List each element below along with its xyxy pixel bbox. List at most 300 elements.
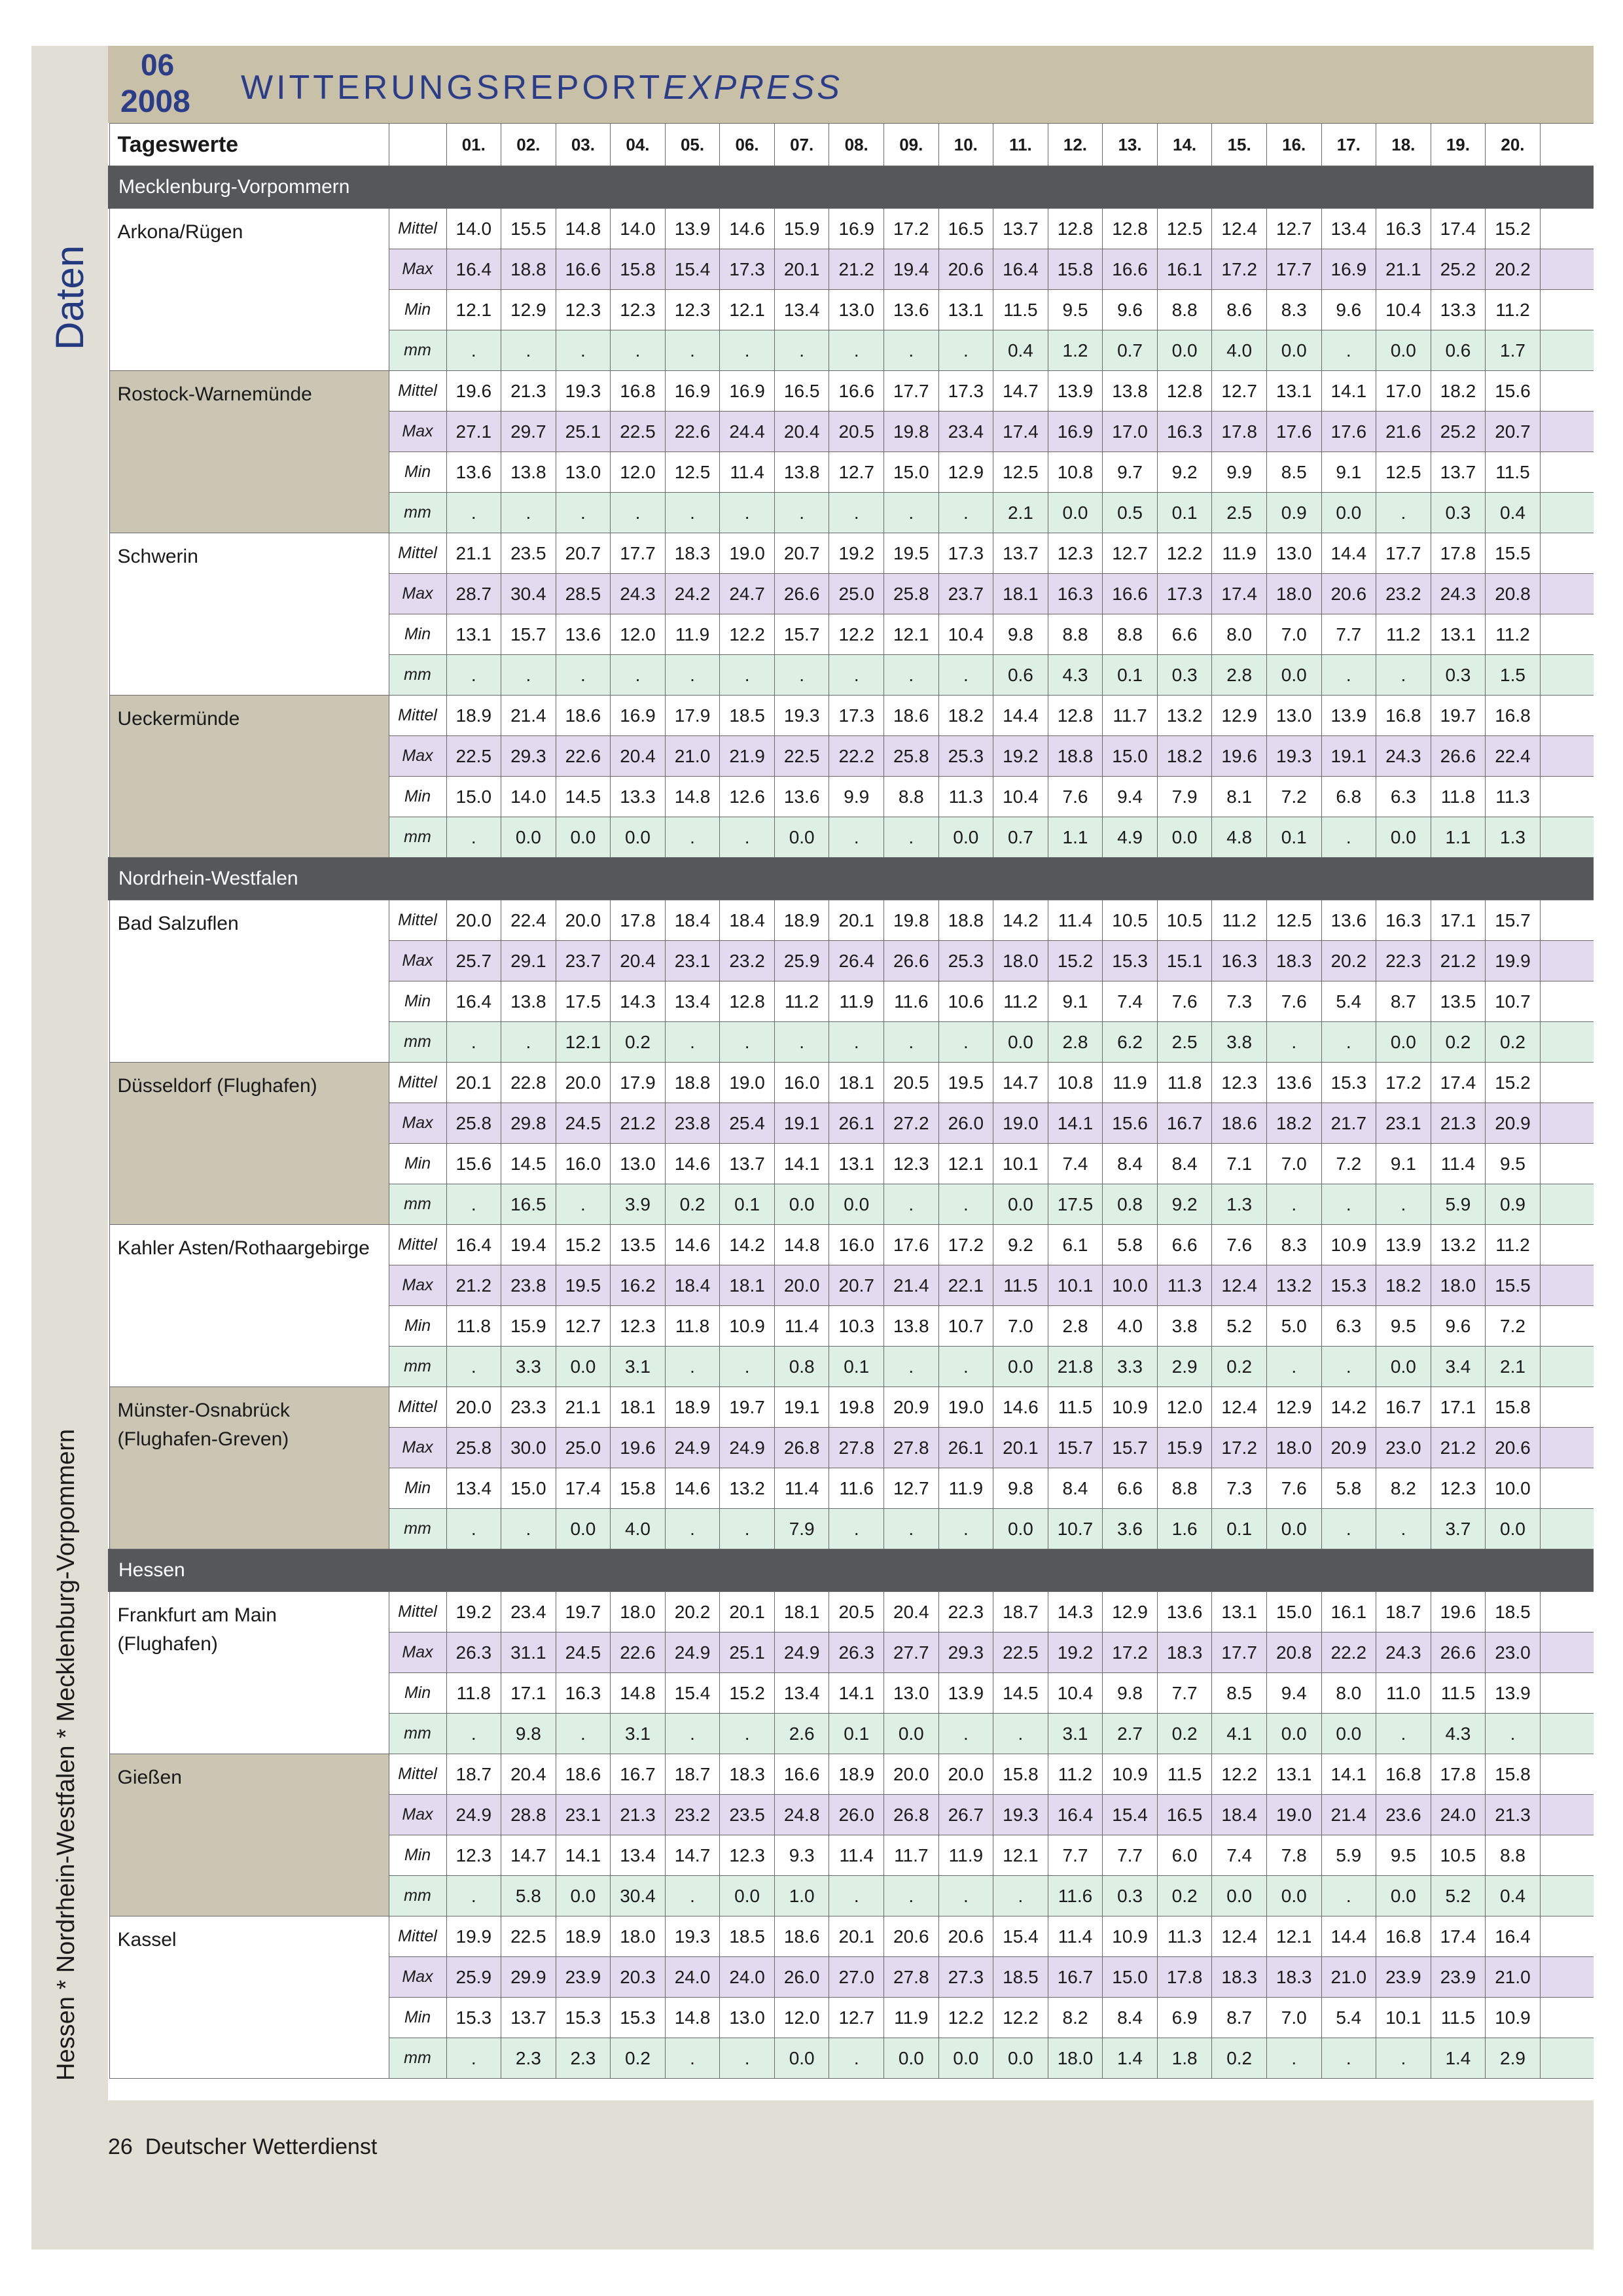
value-cell: 16.8 <box>1376 1916 1431 1957</box>
value-cell: . <box>1321 1184 1376 1225</box>
value-cell: 13.6 <box>556 614 611 655</box>
value-cell: 0.0 <box>1266 1714 1321 1754</box>
empty-cell <box>1540 696 1594 736</box>
value-cell: 0.0 <box>1376 1876 1431 1916</box>
value-cell: 14.1 <box>774 1144 829 1184</box>
value-cell: 17.3 <box>1157 574 1212 614</box>
day-header: 02. <box>501 124 556 166</box>
value-cell: . <box>611 655 666 696</box>
empty-cell <box>1540 614 1594 655</box>
value-cell: . <box>665 1876 720 1916</box>
value-cell: . <box>446 2038 501 2079</box>
value-cell: 12.3 <box>611 1306 666 1347</box>
value-cell: 27.8 <box>829 1428 884 1468</box>
value-cell: 7.4 <box>1103 981 1158 1022</box>
value-cell: 18.4 <box>1212 1795 1267 1835</box>
value-cell: 22.6 <box>556 736 611 777</box>
measure-label: Min <box>389 1306 446 1347</box>
region-header-row <box>109 1549 1594 1592</box>
value-cell: 19.1 <box>1321 736 1376 777</box>
value-cell: 20.5 <box>884 1063 939 1103</box>
value-cell: 15.5 <box>1486 533 1541 574</box>
value-cell: 18.7 <box>665 1754 720 1795</box>
value-cell: 13.8 <box>884 1306 939 1347</box>
value-cell: 2.8 <box>1048 1022 1103 1063</box>
value-cell: 15.8 <box>1486 1754 1541 1795</box>
value-cell: 13.0 <box>611 1144 666 1184</box>
value-cell: 4.0 <box>1212 330 1267 371</box>
value-cell: 0.0 <box>1266 655 1321 696</box>
value-cell: 19.8 <box>884 900 939 941</box>
value-cell: 30.4 <box>611 1876 666 1916</box>
value-cell: 23.0 <box>1486 1633 1541 1673</box>
value-cell: 9.1 <box>1321 452 1376 493</box>
value-cell: 13.7 <box>501 1998 556 2038</box>
value-cell: 23.2 <box>720 941 775 981</box>
value-cell: 26.1 <box>938 1428 993 1468</box>
value-cell: 15.3 <box>1321 1265 1376 1306</box>
value-cell: 1.7 <box>1486 330 1541 371</box>
value-cell: 13.9 <box>1486 1673 1541 1714</box>
value-cell: 0.0 <box>1212 1876 1267 1916</box>
value-cell: 24.5 <box>556 1633 611 1673</box>
value-cell: 12.3 <box>1048 533 1103 574</box>
measure-label: Min <box>389 1998 446 2038</box>
empty-cell <box>1540 1673 1594 1714</box>
value-cell: 20.0 <box>446 1387 501 1428</box>
value-cell: 24.3 <box>1431 574 1486 614</box>
value-cell: 6.8 <box>1321 777 1376 817</box>
value-cell: 26.8 <box>884 1795 939 1835</box>
value-cell: 27.2 <box>884 1103 939 1144</box>
value-cell: 0.0 <box>556 1347 611 1387</box>
value-cell: 18.2 <box>1266 1103 1321 1144</box>
value-cell: 20.6 <box>884 1916 939 1957</box>
value-cell: . <box>1321 1509 1376 1549</box>
value-cell: 18.4 <box>665 1265 720 1306</box>
daily-values-table <box>108 123 1594 2079</box>
value-cell: 19.2 <box>446 1592 501 1633</box>
value-cell: . <box>1321 330 1376 371</box>
value-cell: 17.7 <box>1376 533 1431 574</box>
value-cell: 0.1 <box>829 1347 884 1387</box>
day-header: 20. <box>1486 124 1541 166</box>
value-cell: 10.9 <box>720 1306 775 1347</box>
value-cell: 0.6 <box>993 655 1048 696</box>
measure-label: Max <box>389 249 446 290</box>
value-cell: 23.4 <box>938 412 993 452</box>
value-cell: 19.7 <box>1431 696 1486 736</box>
station-name: Kassel <box>109 1916 389 2079</box>
value-cell: 0.4 <box>993 330 1048 371</box>
value-cell: 20.2 <box>1486 249 1541 290</box>
value-cell: 7.7 <box>1321 614 1376 655</box>
empty-cell <box>1540 1387 1594 1428</box>
value-cell: . <box>720 493 775 533</box>
value-cell: 18.1 <box>774 1592 829 1633</box>
value-cell: 10.5 <box>1431 1835 1486 1876</box>
report-title-express: EXPRESS <box>663 69 842 107</box>
value-cell: 28.7 <box>446 574 501 614</box>
value-cell: 16.6 <box>1103 249 1158 290</box>
value-cell: 0.0 <box>774 2038 829 2079</box>
value-cell: 11.7 <box>884 1835 939 1876</box>
value-cell: 29.3 <box>938 1633 993 1673</box>
value-cell: 23.9 <box>556 1957 611 1998</box>
measure-label: Mittel <box>389 1592 446 1633</box>
value-cell: 12.7 <box>1103 533 1158 574</box>
value-cell: 9.3 <box>774 1835 829 1876</box>
value-cell: . <box>665 655 720 696</box>
value-cell: 20.7 <box>829 1265 884 1306</box>
value-cell: . <box>1376 493 1431 533</box>
value-cell: 11.6 <box>884 981 939 1022</box>
measure-label: Min <box>389 290 446 330</box>
day-header: 15. <box>1212 124 1267 166</box>
value-cell: 16.4 <box>446 1225 501 1265</box>
value-cell: . <box>1321 2038 1376 2079</box>
value-cell: 26.6 <box>1431 736 1486 777</box>
empty-cell <box>1540 209 1594 249</box>
value-cell: 13.0 <box>1266 533 1321 574</box>
value-cell: . <box>446 1509 501 1549</box>
value-cell: 22.2 <box>1321 1633 1376 1673</box>
measure-label: Mittel <box>389 533 446 574</box>
value-cell: . <box>1376 1184 1431 1225</box>
value-cell: . <box>1376 655 1431 696</box>
table-header-measure <box>389 124 446 166</box>
value-cell: . <box>884 330 939 371</box>
value-cell: 10.9 <box>1103 1916 1158 1957</box>
value-cell: 0.2 <box>1212 1347 1267 1387</box>
measure-label: mm <box>389 1022 446 1063</box>
value-cell: 12.5 <box>1266 900 1321 941</box>
value-cell: 18.9 <box>665 1387 720 1428</box>
value-cell: 14.5 <box>501 1144 556 1184</box>
value-cell: 9.8 <box>501 1714 556 1754</box>
value-cell: . <box>938 1347 993 1387</box>
value-cell: 17.9 <box>665 696 720 736</box>
value-cell: 22.5 <box>501 1916 556 1957</box>
value-cell: 20.4 <box>884 1592 939 1633</box>
value-cell: 11.3 <box>938 777 993 817</box>
value-cell: 16.3 <box>1376 209 1431 249</box>
value-cell: . <box>446 330 501 371</box>
value-cell: 14.2 <box>993 900 1048 941</box>
value-cell: 7.7 <box>1048 1835 1103 1876</box>
value-cell: 15.4 <box>665 1673 720 1714</box>
empty-cell <box>1540 777 1594 817</box>
value-cell: 15.2 <box>1048 941 1103 981</box>
value-cell: 14.6 <box>993 1387 1048 1428</box>
value-cell: 15.8 <box>611 1468 666 1509</box>
value-cell: 3.3 <box>1103 1347 1158 1387</box>
day-header: 13. <box>1103 124 1158 166</box>
value-cell: 15.0 <box>1103 736 1158 777</box>
value-cell: 25.1 <box>720 1633 775 1673</box>
value-cell: 13.7 <box>1431 452 1486 493</box>
value-cell: 11.9 <box>884 1998 939 2038</box>
value-cell: 14.1 <box>1048 1103 1103 1144</box>
value-cell: 2.3 <box>501 2038 556 2079</box>
station-name: Kahler Asten/Rothaargebirge <box>109 1225 389 1387</box>
value-cell: 18.3 <box>1266 941 1321 981</box>
value-cell: . <box>1376 1714 1431 1754</box>
value-cell: . <box>665 1022 720 1063</box>
value-cell: . <box>1321 817 1376 858</box>
value-cell: 17.1 <box>501 1673 556 1714</box>
value-cell: 19.2 <box>993 736 1048 777</box>
value-cell: 18.1 <box>993 574 1048 614</box>
value-cell: 19.1 <box>774 1387 829 1428</box>
table-row <box>109 1387 1594 1428</box>
value-cell: 12.7 <box>829 1998 884 2038</box>
value-cell: 0.0 <box>938 2038 993 2079</box>
value-cell: 25.4 <box>720 1103 775 1144</box>
value-cell: 25.8 <box>446 1103 501 1144</box>
value-cell: 16.5 <box>501 1184 556 1225</box>
value-cell: 15.2 <box>720 1673 775 1714</box>
value-cell: 5.9 <box>1321 1835 1376 1876</box>
value-cell: 8.4 <box>1103 1144 1158 1184</box>
value-cell: 1.6 <box>1157 1509 1212 1549</box>
value-cell: 26.6 <box>1431 1633 1486 1673</box>
measure-label: Mittel <box>389 1225 446 1265</box>
station-name: Arkona/Rügen <box>109 209 389 371</box>
value-cell: 23.5 <box>501 533 556 574</box>
measure-label: Mittel <box>389 209 446 249</box>
value-cell: 20.9 <box>884 1387 939 1428</box>
measure-label: Mittel <box>389 371 446 412</box>
value-cell: 13.9 <box>1376 1225 1431 1265</box>
empty-cell <box>1540 493 1594 533</box>
value-cell: 0.0 <box>993 1022 1048 1063</box>
value-cell: 5.4 <box>1321 1998 1376 2038</box>
value-cell: 25.0 <box>556 1428 611 1468</box>
measure-label: Max <box>389 1795 446 1835</box>
value-cell: 18.8 <box>1048 736 1103 777</box>
value-cell: . <box>720 1714 775 1754</box>
value-cell: 29.7 <box>501 412 556 452</box>
value-cell: 15.4 <box>665 249 720 290</box>
value-cell: 18.0 <box>1431 1265 1486 1306</box>
value-cell: 3.6 <box>1103 1509 1158 1549</box>
value-cell: 31.1 <box>501 1633 556 1673</box>
value-cell: 22.3 <box>938 1592 993 1633</box>
value-cell: 20.4 <box>611 941 666 981</box>
value-cell: 12.3 <box>720 1835 775 1876</box>
value-cell: 22.8 <box>501 1063 556 1103</box>
value-cell: 8.4 <box>1048 1468 1103 1509</box>
value-cell: 18.3 <box>665 533 720 574</box>
value-cell: 16.4 <box>1048 1795 1103 1835</box>
value-cell: 0.0 <box>993 1347 1048 1387</box>
value-cell: 17.8 <box>1431 1754 1486 1795</box>
value-cell: 19.9 <box>446 1916 501 1957</box>
measure-label: mm <box>389 1714 446 1754</box>
value-cell: 3.3 <box>501 1347 556 1387</box>
value-cell: 22.1 <box>938 1265 993 1306</box>
value-cell: 23.3 <box>501 1387 556 1428</box>
value-cell: . <box>1266 1022 1321 1063</box>
value-cell: 11.4 <box>774 1306 829 1347</box>
value-cell: 1.8 <box>1157 2038 1212 2079</box>
value-cell: . <box>938 1022 993 1063</box>
value-cell: 13.9 <box>1048 371 1103 412</box>
value-cell: 7.7 <box>1157 1673 1212 1714</box>
value-cell: 16.9 <box>1321 249 1376 290</box>
value-cell: . <box>829 1876 884 1916</box>
value-cell: 11.4 <box>1431 1144 1486 1184</box>
value-cell: 15.5 <box>501 209 556 249</box>
value-cell: 12.1 <box>938 1144 993 1184</box>
value-cell: 4.3 <box>1048 655 1103 696</box>
value-cell: 12.3 <box>884 1144 939 1184</box>
value-cell: 12.9 <box>501 290 556 330</box>
value-cell: . <box>446 655 501 696</box>
value-cell: 26.6 <box>774 574 829 614</box>
value-cell: 18.2 <box>1376 1265 1431 1306</box>
value-cell: 15.0 <box>1266 1592 1321 1633</box>
value-cell: 6.6 <box>1157 614 1212 655</box>
value-cell: 20.3 <box>611 1957 666 1998</box>
value-cell: 17.8 <box>1212 412 1267 452</box>
value-cell: 0.0 <box>1376 1022 1431 1063</box>
value-cell: 8.5 <box>1212 1673 1267 1714</box>
value-cell: 5.0 <box>1266 1306 1321 1347</box>
empty-cell <box>1540 1428 1594 1468</box>
value-cell: 0.0 <box>556 817 611 858</box>
value-cell: 23.9 <box>1376 1957 1431 1998</box>
value-cell: 7.4 <box>1048 1144 1103 1184</box>
value-cell: 4.3 <box>1431 1714 1486 1754</box>
value-cell: 29.1 <box>501 941 556 981</box>
value-cell: 13.4 <box>1321 209 1376 249</box>
value-cell: 4.0 <box>611 1509 666 1549</box>
day-header: 04. <box>611 124 666 166</box>
measure-label: Mittel <box>389 696 446 736</box>
empty-cell <box>1540 1144 1594 1184</box>
value-cell: 15.2 <box>1486 209 1541 249</box>
value-cell: 27.0 <box>829 1957 884 1998</box>
empty-cell <box>1540 900 1594 941</box>
value-cell: 10.4 <box>1048 1673 1103 1714</box>
value-cell: 20.4 <box>501 1754 556 1795</box>
value-cell: 5.9 <box>1431 1184 1486 1225</box>
measure-label: Min <box>389 1468 446 1509</box>
empty-cell <box>1540 1876 1594 1916</box>
value-cell: 21.0 <box>665 736 720 777</box>
value-cell: 7.4 <box>1212 1835 1267 1876</box>
value-cell: 24.3 <box>611 574 666 614</box>
value-cell: 17.1 <box>1431 1387 1486 1428</box>
value-cell: 17.2 <box>1103 1633 1158 1673</box>
measure-label: mm <box>389 330 446 371</box>
value-cell: 13.8 <box>501 981 556 1022</box>
value-cell: 12.2 <box>1212 1754 1267 1795</box>
value-cell: . <box>611 493 666 533</box>
value-cell: 9.5 <box>1376 1306 1431 1347</box>
value-cell: 16.6 <box>1103 574 1158 614</box>
value-cell: 13.7 <box>993 533 1048 574</box>
value-cell: 24.3 <box>1376 1633 1431 1673</box>
empty-cell <box>1540 1184 1594 1225</box>
value-cell: 23.8 <box>501 1265 556 1306</box>
value-cell: 8.0 <box>1212 614 1267 655</box>
value-cell: 12.7 <box>829 452 884 493</box>
value-cell: . <box>1266 1347 1321 1387</box>
value-cell: 24.3 <box>1376 736 1431 777</box>
value-cell: 0.0 <box>611 817 666 858</box>
value-cell: 24.9 <box>446 1795 501 1835</box>
value-cell: 11.2 <box>1486 290 1541 330</box>
empty-cell <box>1540 1103 1594 1144</box>
value-cell: 16.3 <box>1157 412 1212 452</box>
value-cell: 16.7 <box>611 1754 666 1795</box>
value-cell: 19.4 <box>501 1225 556 1265</box>
value-cell: 0.0 <box>1266 1509 1321 1549</box>
value-cell: . <box>446 1876 501 1916</box>
value-cell: 2.9 <box>1486 2038 1541 2079</box>
value-cell: . <box>1376 2038 1431 2079</box>
value-cell: 12.5 <box>1376 452 1431 493</box>
value-cell: 11.4 <box>774 1468 829 1509</box>
value-cell: 0.4 <box>1486 1876 1541 1916</box>
measure-label: Min <box>389 614 446 655</box>
value-cell: 16.9 <box>1048 412 1103 452</box>
value-cell: 14.7 <box>501 1835 556 1876</box>
value-cell: 11.5 <box>1431 1673 1486 1714</box>
table-row <box>109 696 1594 736</box>
station-name: Ueckermünde <box>109 696 389 858</box>
value-cell: 12.1 <box>720 290 775 330</box>
measure-label: Min <box>389 452 446 493</box>
value-cell: 23.7 <box>938 574 993 614</box>
value-cell: 0.0 <box>501 817 556 858</box>
value-cell: 15.4 <box>993 1916 1048 1957</box>
value-cell: 8.2 <box>1376 1468 1431 1509</box>
value-cell: 25.9 <box>774 941 829 981</box>
value-cell: 29.8 <box>501 1103 556 1144</box>
value-cell: 1.2 <box>1048 330 1103 371</box>
value-cell: 3.8 <box>1157 1306 1212 1347</box>
day-header: 19. <box>1431 124 1486 166</box>
value-cell: 2.6 <box>774 1714 829 1754</box>
value-cell: 19.6 <box>611 1428 666 1468</box>
value-cell: 11.9 <box>1103 1063 1158 1103</box>
value-cell: 13.3 <box>611 777 666 817</box>
value-cell: 7.0 <box>993 1306 1048 1347</box>
value-cell: 12.1 <box>993 1835 1048 1876</box>
table-row <box>109 1754 1594 1795</box>
value-cell: 2.8 <box>1048 1306 1103 1347</box>
value-cell: 25.7 <box>446 941 501 981</box>
value-cell: . <box>1321 1876 1376 1916</box>
value-cell: 0.1 <box>1266 817 1321 858</box>
day-header: 12. <box>1048 124 1103 166</box>
value-cell: 0.0 <box>993 1184 1048 1225</box>
value-cell: 13.2 <box>1431 1225 1486 1265</box>
day-header: 16. <box>1266 124 1321 166</box>
value-cell: 17.4 <box>993 412 1048 452</box>
value-cell: 15.6 <box>1103 1103 1158 1144</box>
value-cell: 16.3 <box>1048 574 1103 614</box>
value-cell: 12.5 <box>1157 209 1212 249</box>
value-cell: 3.4 <box>1431 1347 1486 1387</box>
value-cell: 12.8 <box>1048 209 1103 249</box>
value-cell: 16.6 <box>829 371 884 412</box>
value-cell: 28.8 <box>501 1795 556 1835</box>
